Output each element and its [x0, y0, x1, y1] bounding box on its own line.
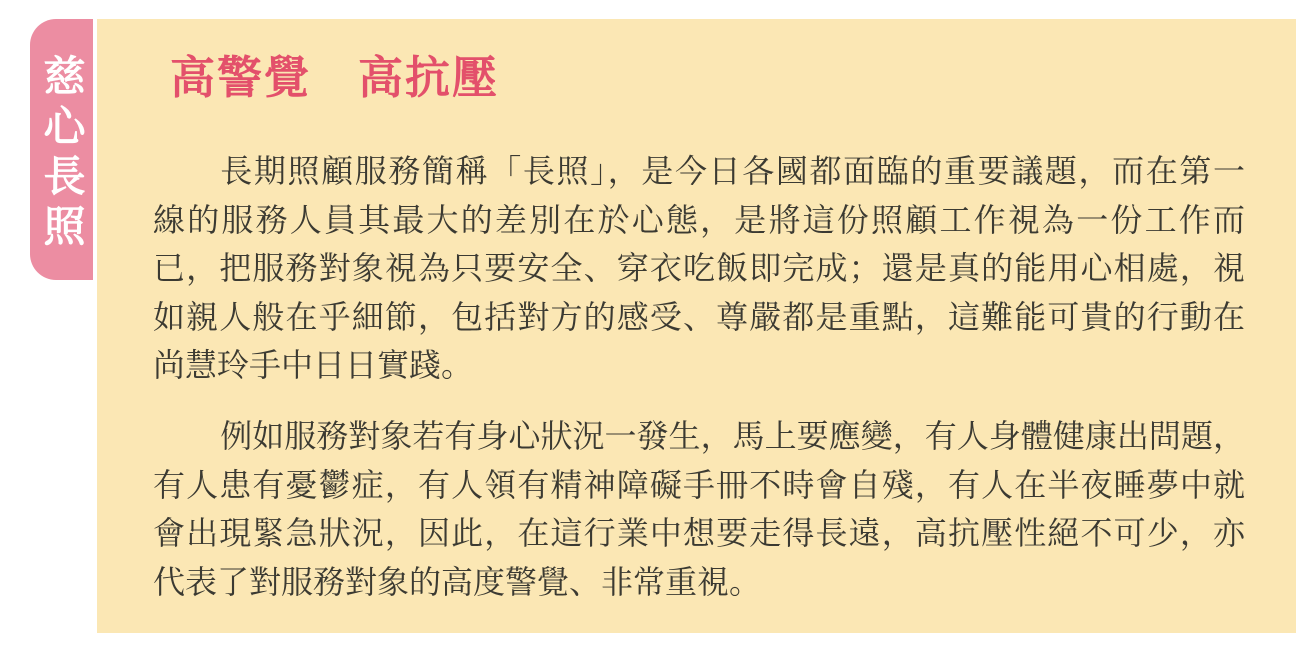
paragraph-line: 線的服務人員其最大的差別在於心態，是將這份照顧工作視為一份工作而: [153, 200, 1245, 239]
paragraph-line: 代表了對服務對象的高度警覺、非常重視。: [153, 562, 762, 601]
content-panel: [97, 19, 1296, 633]
paragraph-line: 如親人般在乎細節，包括對方的感受、尊嚴都是重點，這難能可貴的行動在: [153, 297, 1245, 336]
paragraph: [153, 412, 1245, 606]
paragraph-line: 例如服務對象若有身心狀況一發生，馬上要應變，有人身體健康出問題，: [220, 417, 1245, 455]
paragraph-line: 尚慧玲手中日日實踐。: [153, 346, 474, 384]
section-title: 高警覺 高抗壓: [170, 51, 500, 104]
paragraph-line: 會出現緊急狀況，因此，在這行業中想要走得長遠，高抗壓性絕不可少，亦: [153, 514, 1245, 552]
chapter-tab: [30, 19, 93, 280]
paragraph: [153, 147, 1245, 390]
paragraph-line: 已，把服務對象視為只要安全、穿衣吃飯即完成；還是真的能用心相處，視: [153, 249, 1245, 287]
paragraph-line: 有人患有憂鬱症，有人領有精神障礙手冊不時會自殘，有人在半夜睡夢中就: [153, 465, 1245, 504]
paragraph-line: 長期照顧服務簡稱「長照」，是今日各國都面臨的重要議題，而在第一: [220, 152, 1245, 190]
chapter-tab-label: 慈心長照: [37, 53, 87, 254]
